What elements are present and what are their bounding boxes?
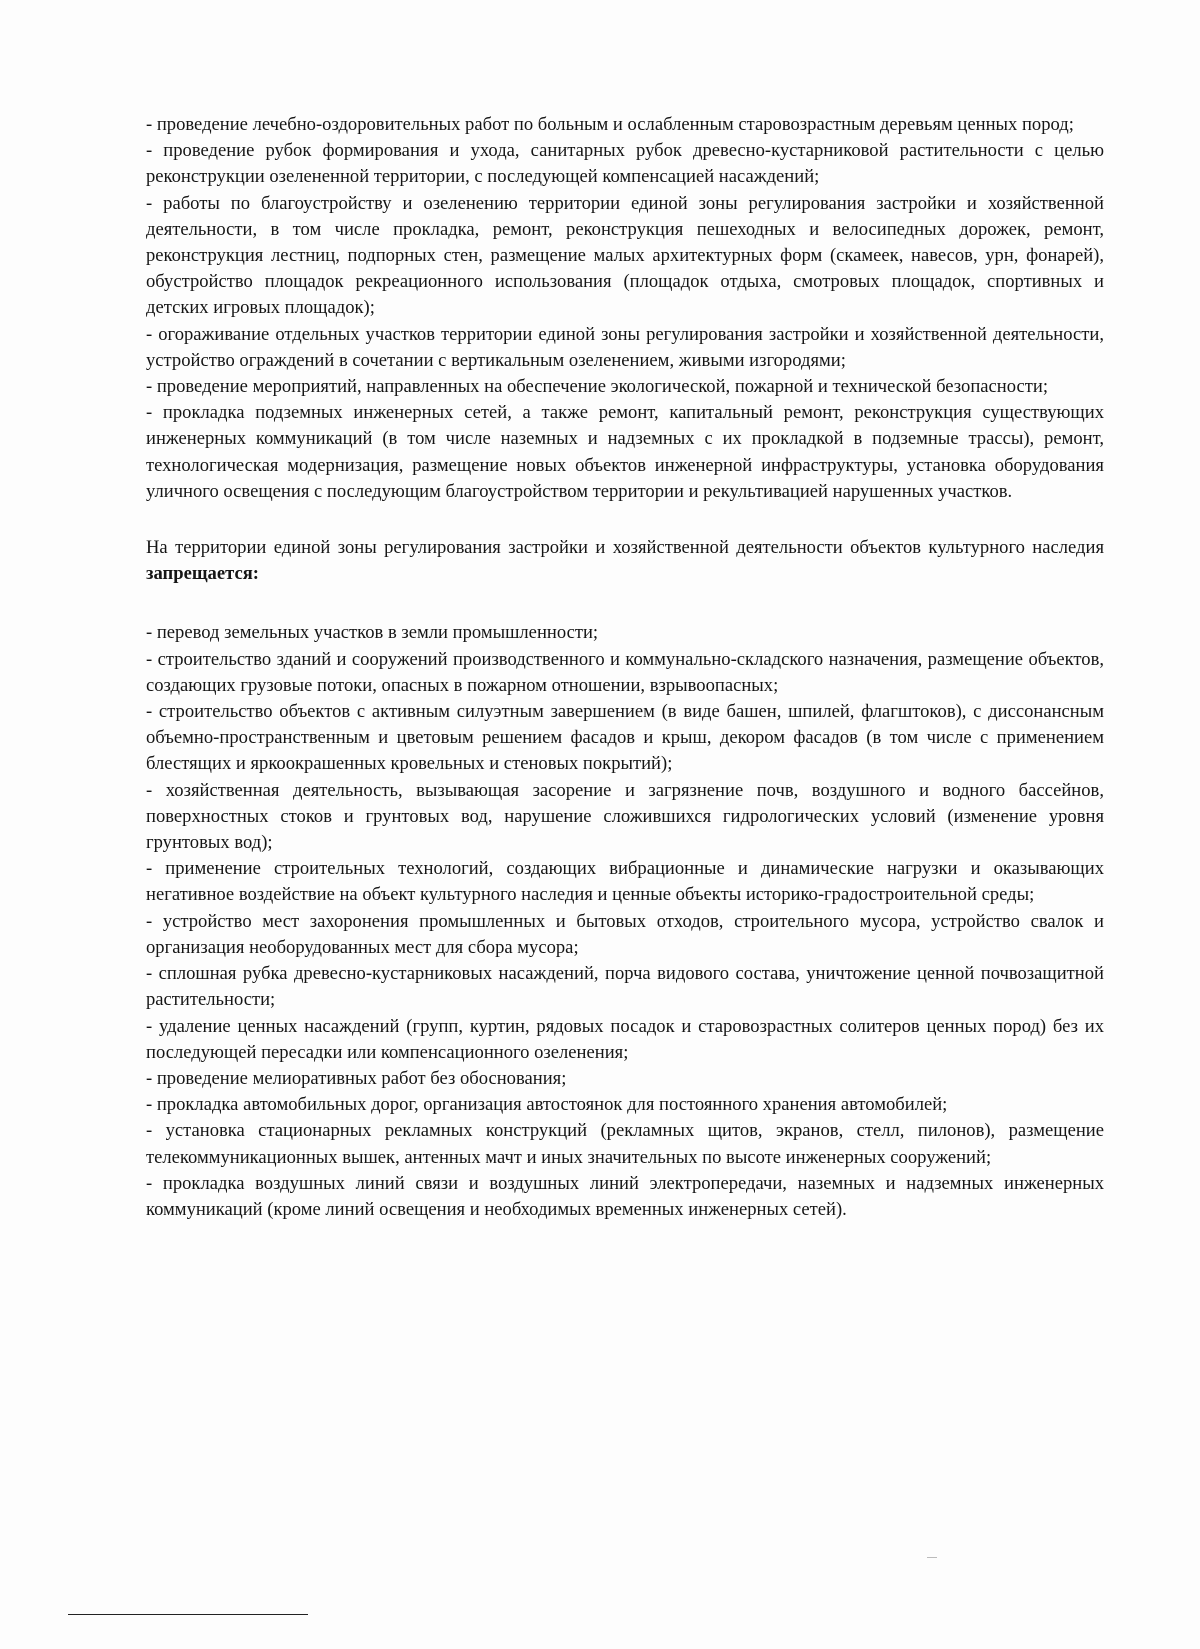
- list-item: - сплошная рубка древесно-кустарниковых насаждений, порча видового состава, уничтожение ценной почвозащитной растительности;: [146, 963, 1104, 1011]
- prohibition-intro-keyword: запрещается:: [146, 563, 259, 585]
- list-item: - проведение рубок формирования и ухода, санитарных рубок древесно-кустарниковой растительности с целью реконструкции озелененной территории, с последующей компенсацией насаждений;: [146, 140, 1104, 188]
- list-item: - прокладка автомобильных дорог, организация автостоянок для постоянного хранения автомобилей;: [146, 1094, 948, 1116]
- list-item: - перевод земельных участков в земли промышленности;: [146, 622, 599, 644]
- footnote-separator-line: [68, 1614, 308, 1615]
- list-item: - огораживание отдельных участков территории единой зоны регулирования застройки и хозяйственной деятельности, устройство ограждений в сочетании с вертикальным озеленением, живыми изгородями;: [146, 323, 1104, 371]
- list-item: - проведение мероприятий, направленных на обеспечение экологической, пожарной и технической безопасности;: [146, 376, 1048, 398]
- list-item: - удаление ценных насаждений (групп, куртин, рядовых посадок и старовозрастных солитеров ценных пород) без их последующей пересадки или компенсационного озеленения;: [146, 1015, 1104, 1063]
- prohibition-intro-paragraph: [146, 535, 1104, 587]
- prohibition-intro-text: На территории единой зоны регулирования застройки и хозяйственной деятельности объектов культурного наследия: [146, 537, 1104, 559]
- list-item: - работы по благоустройству и озеленению территории единой зоны регулирования застройки и хозяйственной деятельности, в том числе прокладка, ремонт, реконструкция пешеходных и велосипедных дорожек, ремонт, реконструкция лестниц, подпорных стен, размещение малых архитектурных форм (скамеек, навесов, урн, фонарей), обустройство площадок рекреационного использования (площадок отдыха, смотровых площадок, спортивных и детских игровых площадок);: [146, 192, 1104, 319]
- scan-artifact: [927, 1557, 937, 1558]
- list-item: - прокладка воздушных линий связи и воздушных линий электропередачи, наземных и надземных инженерных коммуникаций (кроме линий освещения и необходимых временных инженерных сетей).: [146, 1172, 1104, 1220]
- list-item: - проведение лечебно-оздоровительных работ по больным и ослабленным старовозрастным деревьям ценных пород;: [146, 114, 1074, 135]
- list-item: - хозяйственная деятельность, вызывающая засорение и загрязнение почв, воздушного и водного бассейнов, поверхностных стоков и грунтовых вод, нарушение сложившихся гидрологических условий (изменение уровня грунтовых вод);: [146, 779, 1104, 854]
- prohibited-works-list: [146, 620, 1104, 1223]
- list-item: - проведение мелиоративных работ без обоснования;: [146, 1067, 567, 1089]
- list-item: - применение строительных технологий, создающих вибрационные и динамические нагрузки и оказывающих негативное воздействие на объект культурного наследия и ценные объекты историко-градостроительной среды;: [146, 858, 1104, 906]
- list-item: - установка стационарных рекламных конструкций (рекламных щитов, экранов, стелл, пилонов), размещение телекоммуникационных вышек, антенных мачт и иных значительных по высоте инженерных сооружений;: [146, 1120, 1104, 1168]
- list-item: - устройство мест захоронения промышленных и бытовых отходов, строительного мусора, устройство свалок и организация необорудованных мест для сбора мусора;: [146, 910, 1104, 958]
- list-item: - строительство зданий и сооружений производственного и коммунально-складского назначения, размещение объектов, создающих грузовые потоки, опасных в пожарном отношении, взрывоопасных;: [146, 648, 1104, 696]
- document-body: [146, 112, 1104, 1223]
- list-item: - строительство объектов с активным силуэтным завершением (в виде башен, шпилей, флагштоков), с диссонансным объемно-пространственным и цветовым решением фасадов и крыш, декором фасадов (в том числе с применением блестящих и яркоокрашенных кровельных и стеновых покрытий);: [146, 701, 1104, 775]
- permitted-works-list: [146, 112, 1104, 505]
- list-item: - прокладка подземных инженерных сетей, а также ремонт, капитальный ремонт, реконструкция существующих инженерных коммуникаций (в том числе наземных и надземных с их прокладкой в подземные трассы), ремонт, технологическая модернизация, размещение новых объектов инженерной инфраструктуры, установка оборудования уличного освещения с последующим благоустройством территории и рекультивацией нарушенных участков.: [146, 402, 1104, 502]
